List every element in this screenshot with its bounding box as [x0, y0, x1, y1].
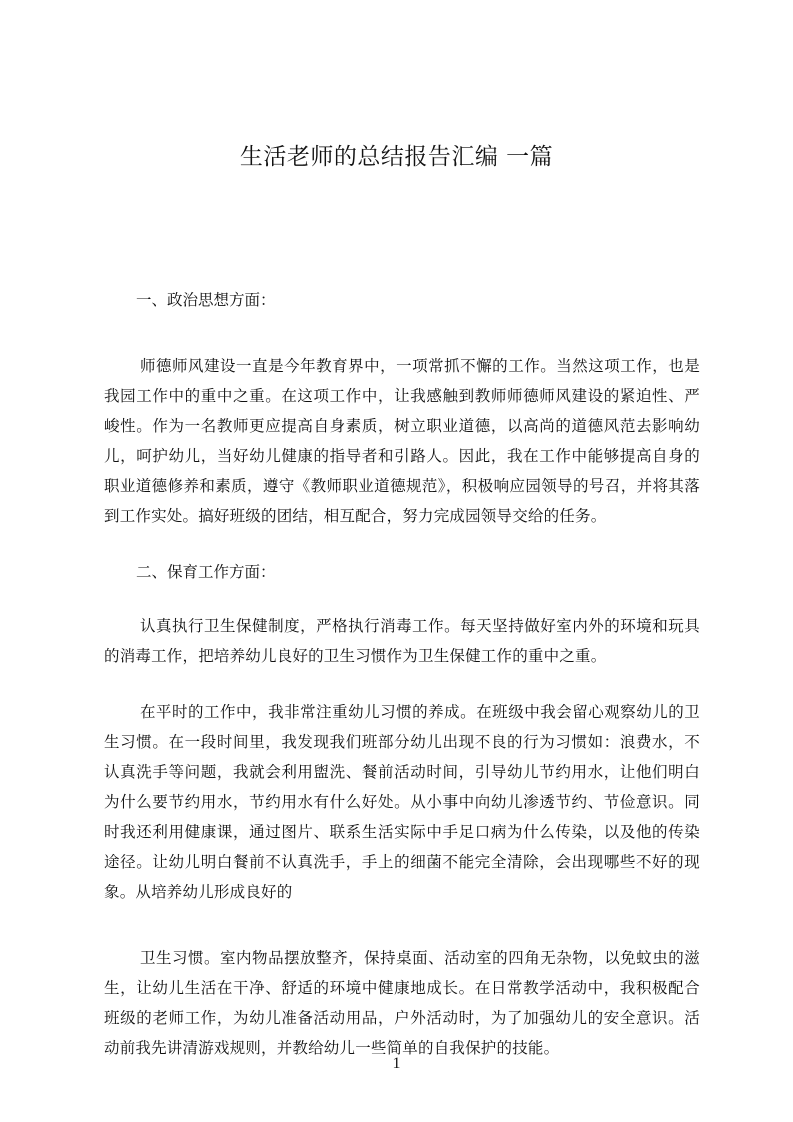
paragraph-ethics: 师德师风建设一直是今年教育界中，一项常抓不懈的工作。当然这项工作，也是我园工作中的重中之重。在这项工作中，让我感触到教师师德师风建设的紧迫性、严峻性。作为一名教师更应提高自身素质，树立职业道德，以高尚的道德风范去影响幼儿，呵护幼儿，当好幼儿健康的指导者和引路人。因此，我在工作中能够提高自身的职业道德修养和素质，遵守《教师职业道德规范》，积极响应园领导的号召，并将其落到工作实处。搞好班级的团结，相互配合，努力完成园领导交给的任务。: [104, 357, 700, 525]
section-heading-childcare: 二、保育工作方面：: [136, 563, 276, 581]
paragraph-hygiene-system: 认真执行卫生保健制度，严格执行消毒工作。每天坚持做好室内外的环境和玩具的消毒工作，把培养幼儿良好的卫生习惯作为卫生保健工作的重中之重。: [104, 617, 700, 665]
document-title: 生活老师的总结报告汇编 一篇: [239, 144, 554, 170]
paragraph-habits: 在平时的工作中，我非常注重幼儿习惯的养成。在班级中我会留心观察幼儿的卫生习惯。在一段时间里，我发现我们班部分幼儿出现不良的行为习惯如：浪费水，不认真洗手等问题，我就会利用盥洗、餐前活动时间，引导幼儿节约用水，让他们明白为什么要节约用水，节约用水有什么好处。从小事中向幼儿渗透节约、节俭意识。同时我还利用健康课，通过图片、联系生活实际中手足口病为什么传染，以及他的传染途径。让幼儿明白餐前不认真洗手，手上的细菌不能完全清除，会出现哪些不好的现象。从培养幼儿形成良好的: [104, 703, 700, 901]
document-body: [104, 285, 700, 1063]
section-heading-political: 一、政治思想方面：: [136, 291, 276, 309]
page-number: 1: [392, 1055, 401, 1072]
paragraph-environment: 卫生习惯。室内物品摆放整齐，保持桌面、活动室的四角无杂物，以免蚊虫的滋生，让幼儿生活在干净、舒适的环境中健康地成长。在日常教学活动中，我积极配合班级的老师工作，为幼儿准备活动用品，户外活动时，为了加强幼儿的安全意识。活动前我先讲清游戏规则，并教给幼儿一些简单的自我保护的技能。: [104, 949, 700, 1057]
